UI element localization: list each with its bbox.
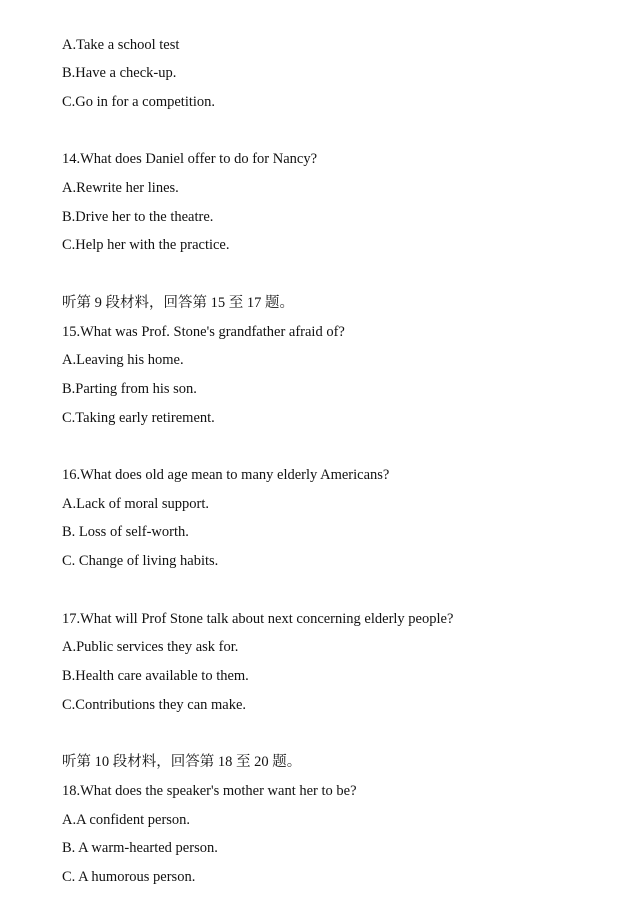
q13-option-a: A.Take a school test (62, 37, 180, 53)
q16-option-b: B. Loss of self-worth. (62, 524, 189, 540)
q18-question: 18.What does the speaker's mother want her to be? (62, 783, 357, 799)
q17-question: 17.What will Prof Stone talk about next concerning elderly people? (62, 611, 454, 627)
q15-question: 15.What was Prof. Stone's grandfather afraid of? (62, 324, 345, 340)
q15-option-b: B.Parting from his son. (62, 381, 197, 397)
q14-option-b: B.Drive her to the theatre. (62, 209, 214, 225)
q13-option-c: C.Go in for a competition. (62, 94, 216, 110)
q14-option-a: A.Rewrite her lines. (62, 180, 179, 196)
q16-option-a: A.Lack of moral support. (62, 496, 209, 512)
q17-option-b: B.Health care available to them. (62, 668, 249, 684)
q17-option-c: C.Contributions they can make. (62, 697, 247, 713)
q16-question: 16.What does old age mean to many elderly Americans? (62, 467, 390, 483)
q15-option-a: A.Leaving his home. (62, 352, 184, 368)
q18-option-a: A.A confident person. (62, 812, 191, 828)
q16-option-c: C. Change of living habits. (62, 553, 219, 569)
q15-option-c: C.Taking early retirement. (62, 410, 215, 426)
q17-option-a: A.Public services they ask for. (62, 639, 239, 655)
q14-question: 14.What does Daniel offer to do for Nancy? (62, 151, 318, 167)
q13-option-b: B.Have a check-up. (62, 65, 177, 81)
section-10-instruction: 听第 10 段材料，回答第 18 至 20 题。 (62, 754, 302, 770)
q18-option-b: B. A warm-hearted person. (62, 840, 218, 856)
section-9-instruction: 听第 9 段材料，回答第 15 至 17 题。 (62, 295, 294, 311)
q18-option-c: C. A humorous person. (62, 869, 196, 885)
q14-option-c: C.Help her with the practice. (62, 237, 230, 253)
